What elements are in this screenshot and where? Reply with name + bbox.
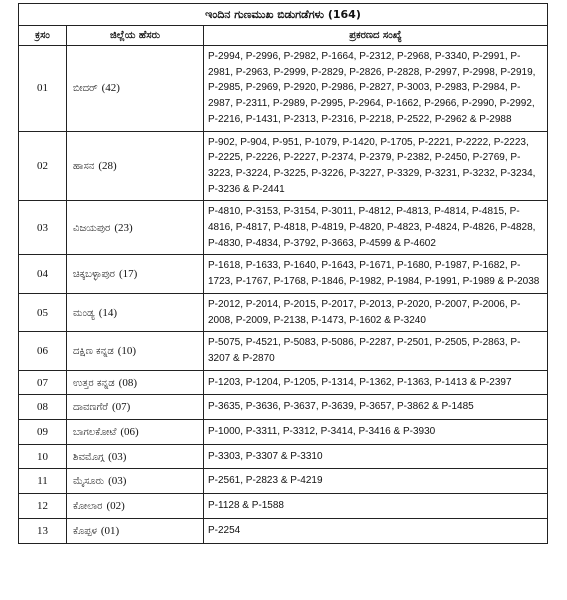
discharge-table-sheet (18, 3, 547, 544)
case-numbers: P-1000, P-3311, P-3312, P-3414, P-3416 & P-3930 (204, 420, 548, 445)
district-cell (67, 332, 204, 370)
district-count: (07) (112, 401, 131, 414)
case-numbers: P-5075, P-4521, P-5083, P-5086, P-2287, P-2501, P-2505, P-2863, P-3207 & P-2870 (204, 332, 548, 370)
serial-number: 03 (19, 201, 67, 255)
district-count: (06) (120, 425, 139, 438)
serial-number: 11 (19, 469, 67, 494)
district-cell (67, 444, 204, 469)
table-row (19, 293, 548, 331)
table-row (19, 420, 548, 445)
serial-number: 08 (19, 395, 67, 420)
district-cell (67, 518, 204, 543)
district-name: ದಕ್ಷಿಣ ಕನ್ನಡ (73, 345, 114, 357)
district-name: ಚಿಕ್ಕಬಳ್ಳಾಪುರ (73, 269, 115, 281)
table-row (19, 131, 548, 201)
table-body (19, 46, 548, 544)
table-row (19, 370, 548, 395)
district-cell (67, 370, 204, 395)
district-name: ಶಿವಮೊಗ್ಗ (73, 451, 105, 463)
district-cell (67, 469, 204, 494)
district-count: (28) (98, 159, 117, 172)
district-cell (67, 395, 204, 420)
table-row (19, 255, 548, 293)
district-count: (02) (106, 500, 125, 513)
header-row (19, 26, 548, 46)
discharge-table (18, 3, 548, 544)
district-cell (67, 46, 204, 132)
district-name: ಕೋಲಾರ (73, 501, 103, 513)
serial-number: 02 (19, 131, 67, 201)
district-cell (67, 255, 204, 293)
district-name: ಕೊಪ್ಪಳ (73, 525, 97, 537)
case-numbers: P-2561, P-2823 & P-4219 (204, 469, 548, 494)
serial-number: 12 (19, 494, 67, 519)
district-name: ಬಾಗಲಕೋಟೆ (73, 426, 117, 438)
case-numbers: P-902, P-904, P-951, P-1079, P-1420, P-1705, P-2221, P-2222, P-2223, P-2225, P-2226, P-2227, P-2374, P-2379, P-2382, P-2450, P-2769, P-3223, P-3224, P-3225, P-3226, P-3227, P-3329, P-3231, P-3232, P-3234, P-3236 & P-2441 (204, 131, 548, 201)
serial-number: 04 (19, 255, 67, 293)
district-name: ಹಾಸನ (73, 160, 95, 172)
district-count: (08) (118, 376, 137, 389)
serial-number: 10 (19, 444, 67, 469)
serial-number: 09 (19, 420, 67, 445)
district-name: ವಿಜಯಪುರ (73, 222, 111, 234)
district-count: (14) (98, 306, 118, 319)
district-count: (17) (118, 268, 138, 281)
case-numbers: P-3303, P-3307 & P-3310 (204, 444, 548, 469)
district-name: ಮಂಡ್ಯ (73, 307, 95, 319)
district-name: ದಾವಣಗೆರೆ (73, 402, 108, 414)
header-serial: ಕ್ರಸಂ (19, 26, 67, 46)
district-cell (67, 201, 204, 255)
table-row (19, 469, 548, 494)
case-numbers: P-1618, P-1633, P-1640, P-1643, P-1671, P-1680, P-1987, P-1682, P-1723, P-1767, P-1768, P-1846, P-1982, P-1984, P-1991, P-1989 & P-2038 (204, 255, 548, 293)
district-count: (01) (100, 524, 120, 537)
district-cell (67, 293, 204, 331)
serial-number: 06 (19, 332, 67, 370)
serial-number: 01 (19, 46, 67, 132)
case-numbers: P-1128 & P-1588 (204, 494, 548, 519)
district-cell (67, 494, 204, 519)
table-row (19, 395, 548, 420)
header-cases: ಪ್ರಕರಣದ ಸಂಖ್ಯೆ (204, 26, 548, 46)
serial-number: 07 (19, 370, 67, 395)
case-numbers: P-2994, P-2996, P-2982, P-1664, P-2312, P-2968, P-3340, P-2991, P-2981, P-2963, P-2999, P-2829, P-2826, P-2828, P-2997, P-2998, P-2919, P-2985, P-2969, P-2920, P-2986, P-2827, P-3003, P-2983, P-2984, P-2987, P-2311, P-2989, P-2995, P-2964, P-1662, P-2966, P-2990, P-2992, P-2216, P-1431, P-2313, P-2316, P-2218, P-2522, P-2962 & P-2988 (204, 46, 548, 132)
table-row (19, 201, 548, 255)
table-row (19, 494, 548, 519)
district-cell (67, 131, 204, 201)
district-name: ಮೈಸೂರು (73, 476, 105, 488)
table-row (19, 332, 548, 370)
district-name: ಬೀದರ್ (73, 83, 98, 95)
case-numbers: P-2012, P-2014, P-2015, P-2017, P-2013, P-2020, P-2007, P-2006, P-2008, P-2009, P-2138, P-1473, P-1602 & P-3240 (204, 293, 548, 331)
table-title: ಇಂದಿನ ಗುಣಮುಖ ಬಿಡುಗಡೆಗಳು (164) (19, 4, 548, 26)
district-count: (42) (101, 82, 120, 95)
district-name: ಉತ್ತರ ಕನ್ನಡ (73, 377, 115, 389)
case-numbers: P-3635, P-3636, P-3637, P-3639, P-3657, P-3862 & P-1485 (204, 395, 548, 420)
serial-number: 05 (19, 293, 67, 331)
title-row (19, 4, 548, 26)
table-row (19, 46, 548, 132)
district-count: (10) (117, 344, 137, 357)
table-row (19, 518, 548, 543)
district-count: (23) (114, 221, 133, 234)
district-count: (03) (108, 450, 127, 463)
case-numbers: P-2254 (204, 518, 548, 543)
table-row (19, 444, 548, 469)
serial-number: 13 (19, 518, 67, 543)
header-district: ಜಿಲ್ಲೆಯ ಹೆಸರು (67, 26, 204, 46)
district-cell (67, 420, 204, 445)
case-numbers: P-4810, P-3153, P-3154, P-3011, P-4812, P-4813, P-4814, P-4815, P-4816, P-4817, P-4818, P-4819, P-4820, P-4823, P-4824, P-4826, P-4828, P-4830, P-4834, P-3792, P-3663, P-4599 & P-4602 (204, 201, 548, 255)
case-numbers: P-1203, P-1204, P-1205, P-1314, P-1362, P-1363, P-1413 & P-2397 (204, 370, 548, 395)
district-count: (03) (108, 475, 127, 488)
